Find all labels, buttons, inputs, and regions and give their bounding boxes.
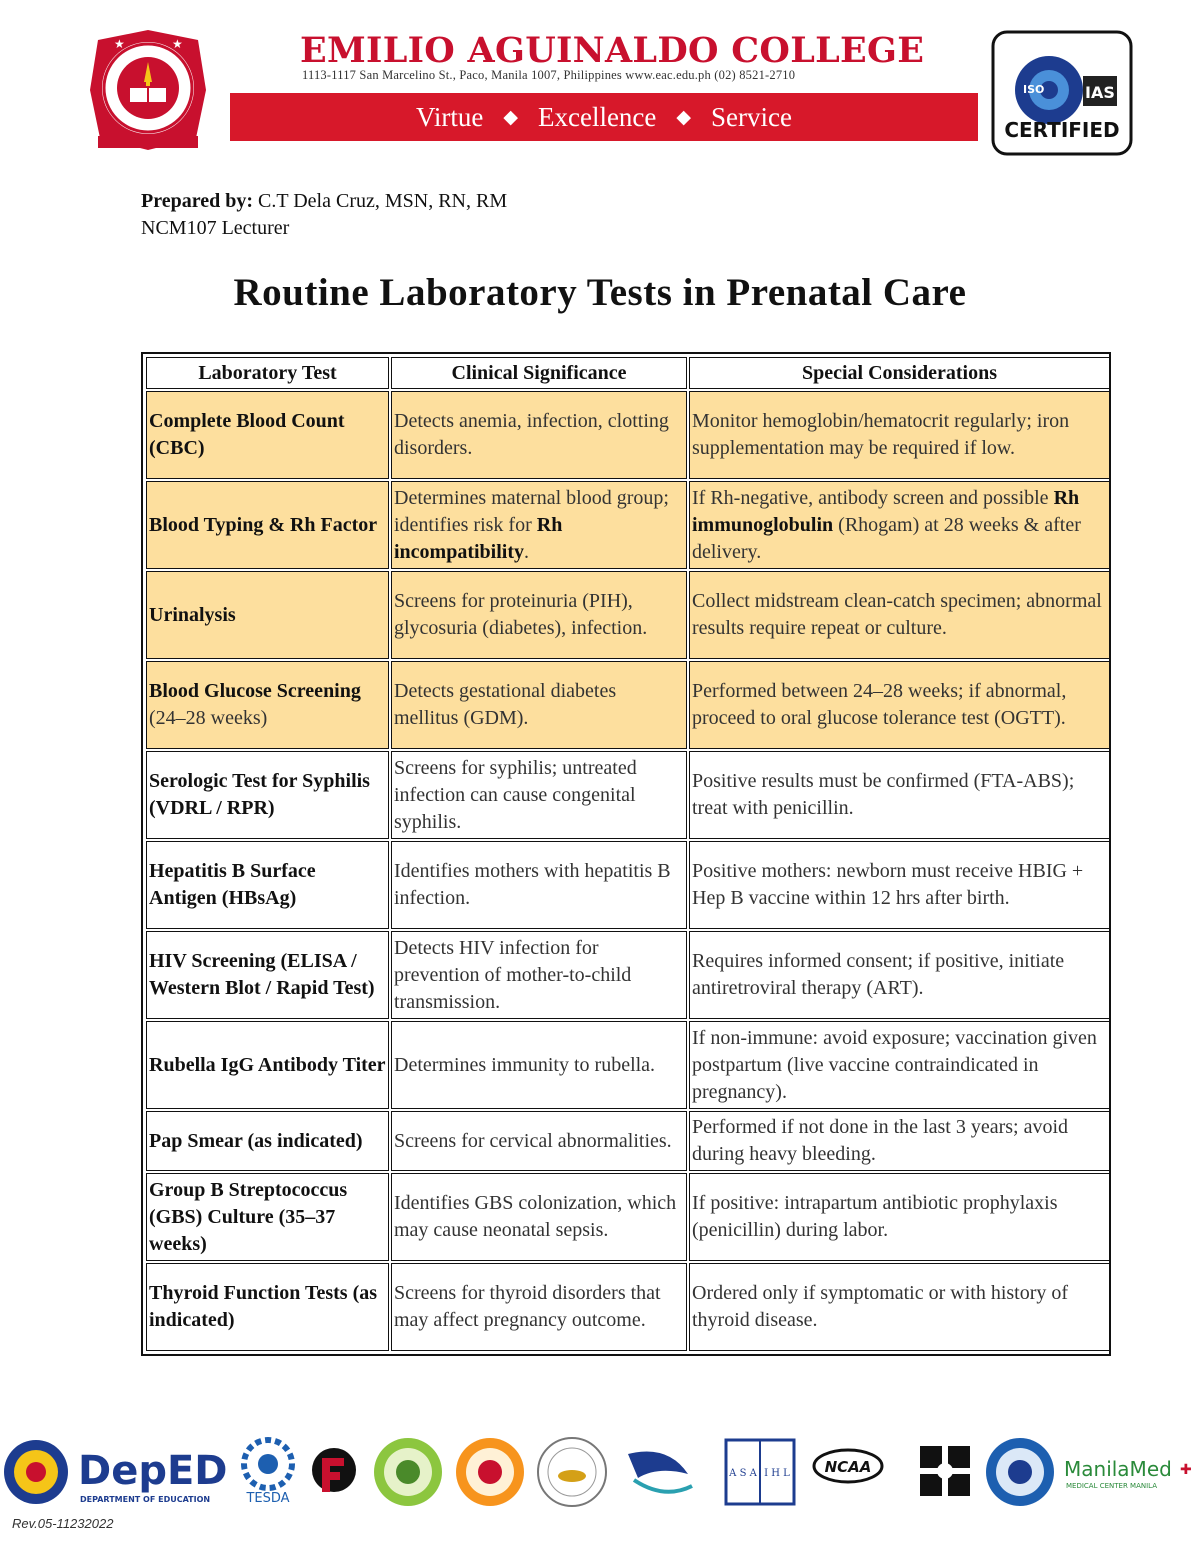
cell-considerations: Performed if not done in the last 3 years; avoid during heavy bleeding. [689,1111,1110,1171]
deped-subtext: DEPARTMENT OF EDUCATION [80,1495,211,1504]
cell-text: If Rh-negative, antibody screen and possible [692,486,1054,509]
cell-test: Thyroid Function Tests (as indicated) [146,1263,389,1351]
cell-significance: Detects gestational diabetes mellitus (GDM). [391,661,687,749]
cert-ias-text: IAS [1085,83,1115,102]
header-laboratory-test: Laboratory Test [146,357,389,389]
diamond-icon: ◆ [676,106,692,128]
cell-text-bold: Rh incompatibility [394,513,563,563]
cell-considerations: Collect midstream clean-catch specimen; abnormal results require repeat or culture. [689,571,1110,659]
table-header-row [146,357,1110,389]
prepared-by-role: NCM107 Lecturer [141,217,290,239]
prepared-by-name: C.T Dela Cruz, MSN, RN, RM [258,190,508,212]
table-row [146,661,1110,749]
motto-virtue: Virtue [416,101,484,132]
motto-excellence: Excellence [537,101,657,132]
prepared-by-label: Prepared by: [141,190,254,212]
tesda-logo [244,1440,292,1506]
svg-text:★: ★ [172,37,183,51]
table-row [146,751,1110,839]
cell-considerations: If positive: intrapartum antibiotic prophylaxis (penicillin) during labor. [689,1173,1110,1261]
green-seal-logo [374,1438,442,1506]
header-clinical-significance: Clinical Significance [391,357,687,389]
table-row [146,931,1110,1019]
table-row [146,1173,1110,1261]
table-row [146,571,1110,659]
cell-considerations: Monitor hemoglobin/hematocrit regularly; iron supplementation may be required if low. [689,391,1110,479]
cell-text: Determines maternal blood group; identifies risk for [394,486,669,536]
ched-seal-logo [4,1440,68,1504]
table-row [146,1111,1110,1171]
dost-logo [920,1446,970,1496]
college-seal-logo [84,26,212,154]
asaihl-left-text: A S A [729,1468,757,1479]
header-special-considerations: Special Considerations [689,357,1110,389]
manilamed-text: ManilaMed [1064,1457,1172,1481]
hand-logo [628,1452,692,1492]
partner-red-logo [312,1448,356,1492]
blue-seal-logo [986,1438,1054,1506]
cell-significance: Detects anemia, infection, clotting disorders. [391,391,687,479]
cell-significance: Screens for thyroid disorders that may affect pregnancy outcome. [391,1263,687,1351]
iso-certified-badge [991,30,1133,156]
cell-significance: Identifies mothers with hepatitis B infection. [391,841,687,929]
deped-logo [78,1448,228,1504]
cell-test: Blood Typing & Rh Factor [146,481,389,569]
cell-significance: Determines immunity to rubella. [391,1021,687,1109]
table-row [146,1021,1110,1109]
deped-text: DepED [78,1448,228,1494]
cell-considerations: Performed between 24–28 weeks; if abnormal, proceed to oral glucose tolerance test (OGTT). [689,661,1110,749]
motto-service: Service [711,101,792,132]
accreditation-logos-strip [0,1436,1200,1516]
cell-considerations: Positive mothers: newborn must receive HBIG + Hep B vaccine within 12 hrs after birth. [689,841,1110,929]
medical-cross-icon: ✚ [1180,1462,1192,1478]
manilamed-logo [1064,1457,1192,1490]
cell-text-bold: Rh immunoglobulin [692,486,1080,536]
table-row [146,481,1110,569]
table-row [146,391,1110,479]
college-name: EMILIO AGUINALDO COLLEGE [300,30,925,71]
revision-code: Rev.05-11232022 [12,1516,114,1531]
cell-significance [391,481,687,569]
cell-significance: Screens for cervical abnormalities. [391,1111,687,1171]
asaihl-logo [726,1440,794,1504]
document-title: Routine Laboratory Tests in Prenatal Care [233,271,967,314]
cell-significance: Identifies GBS colonization, which may cause neonatal sepsis. [391,1173,687,1261]
prepared-by-block [141,188,507,242]
cell-text: . [524,540,530,563]
cell-test: Rubella IgG Antibody Titer [146,1021,389,1109]
cell-considerations: If non-immune: avoid exposure; vaccination given postpartum (live vaccine contraindicated in pregnancy). [689,1021,1110,1109]
cert-label: CERTIFIED [1004,118,1120,142]
cell-considerations [689,481,1110,569]
lab-tests-table [141,352,1111,1356]
manilamed-subtext: MEDICAL CENTER MANILA [1066,1482,1158,1490]
cell-test: Complete Blood Count (CBC) [146,391,389,479]
cell-considerations: Positive results must be confirmed (FTA-ABS); treat with penicillin. [689,751,1110,839]
ncaa-text: NCAA [824,1458,872,1476]
diamond-icon: ◆ [503,106,518,128]
svg-text:★: ★ [114,37,125,51]
cell-text: (24–28 weeks) [149,707,268,729]
cell-test: Serologic Test for Syphilis (VDRL / RPR) [146,751,389,839]
table-row [146,841,1110,929]
cell-significance: Screens for proteinuria (PIH), glycosuria (diabetes), infection. [391,571,687,659]
cell-test: Hepatitis B Surface Antigen (HBsAg) [146,841,389,929]
motto-banner [230,93,978,141]
cell-test: Group B Streptococcus (GBS) Culture (35–37 weeks) [146,1173,389,1261]
table-row [146,1263,1110,1351]
cell-text-bold: Blood Glucose Screening [149,680,361,702]
college-address: 1113-1117 San Marcelino St., Paco, Manila 1007, Philippines www.eac.edu.ph (02) 8521-2710 [302,68,796,82]
orange-seal-logo [456,1438,524,1506]
cell-significance: Detects HIV infection for prevention of mother-to-child transmission. [391,931,687,1019]
cell-test: HIV Screening (ELISA / Western Blot / Rapid Test) [146,931,389,1019]
cell-test: Urinalysis [146,571,389,659]
ncaa-logo [814,1450,882,1482]
cell-text: (Rhogam) at 28 weeks & after delivery. [692,513,1081,563]
tesda-text: TESDA [246,1491,290,1506]
cell-considerations: Requires informed consent; if positive, initiate antiretroviral therapy (ART). [689,931,1110,1019]
cell-test [146,661,389,749]
cell-significance: Screens for syphilis; untreated infection can cause congenital syphilis. [391,751,687,839]
lamp-seal-logo [538,1438,606,1506]
cell-test: Pap Smear (as indicated) [146,1111,389,1171]
asaihl-right-text: I H L [764,1468,790,1479]
cert-iso-text: ISO [1023,83,1045,96]
cell-considerations: Ordered only if symptomatic or with history of thyroid disease. [689,1263,1110,1351]
